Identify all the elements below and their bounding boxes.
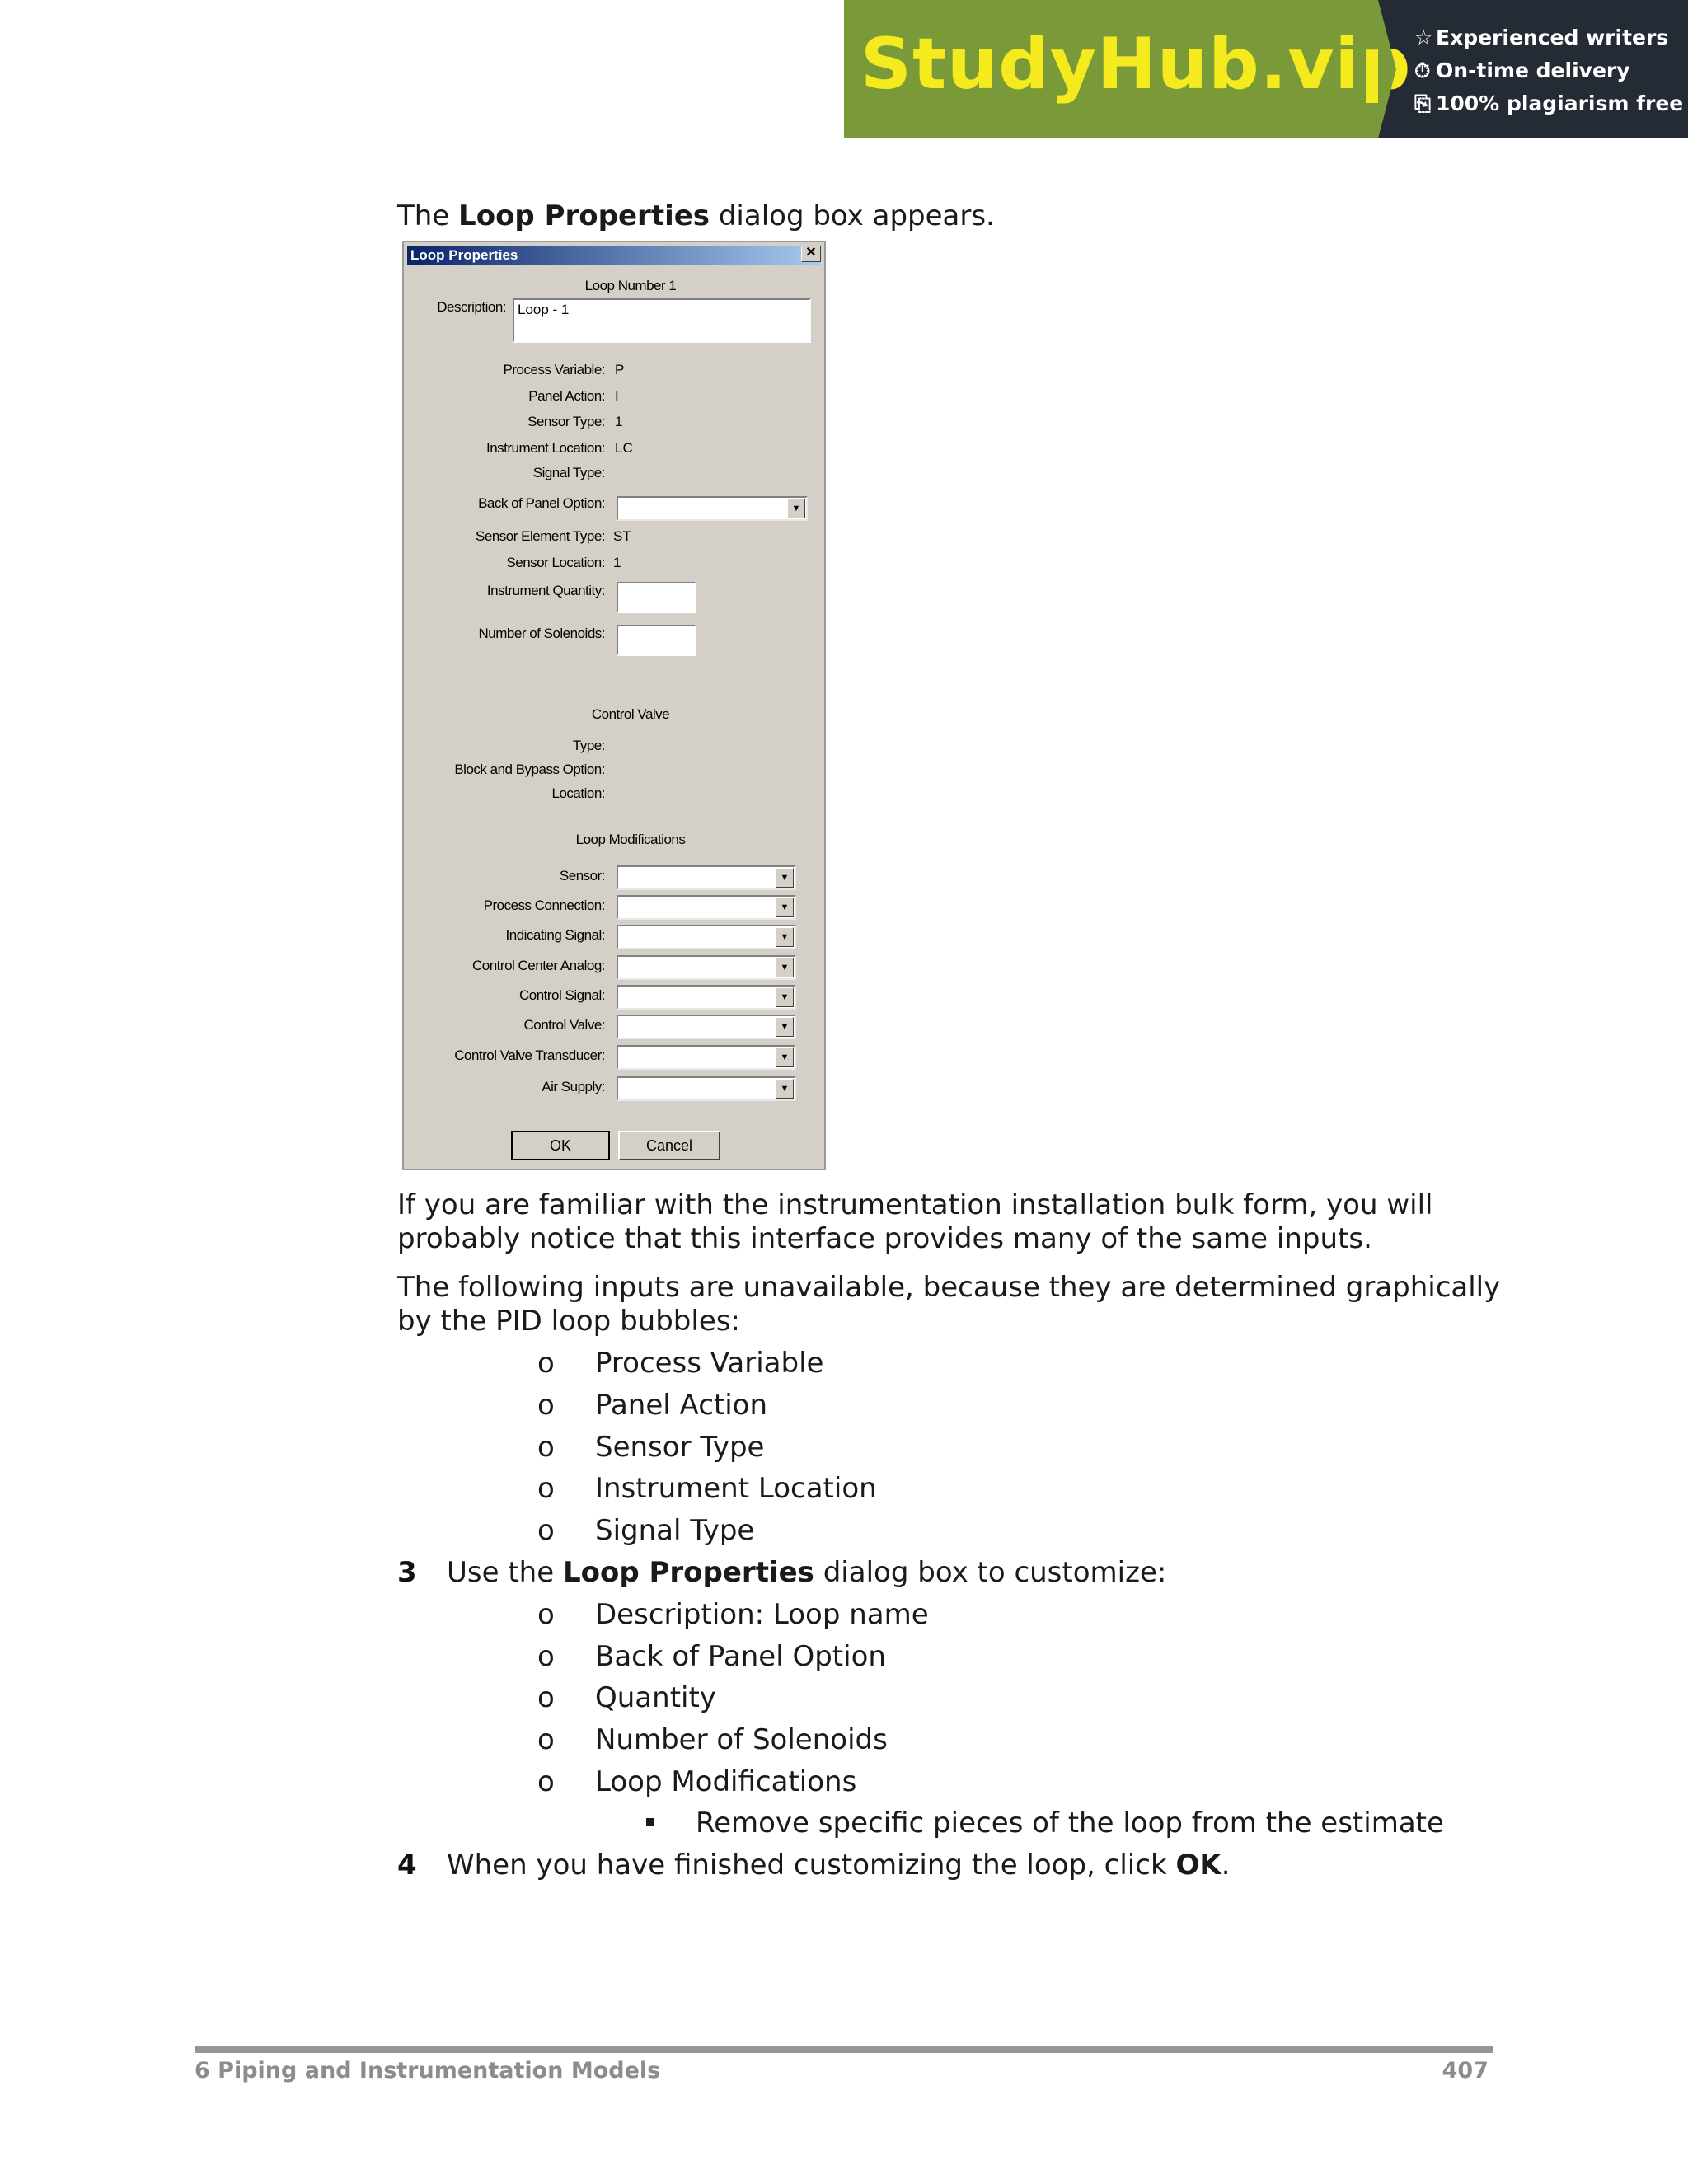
loop-mod-label: Control Valve Transducer: — [454, 1047, 605, 1063]
intro-bold: Loop Properties — [458, 199, 710, 232]
list-item-text: Signal Type — [595, 1514, 755, 1547]
info-label: Process Variable: — [503, 362, 605, 377]
loop-mod-select[interactable] — [617, 925, 796, 949]
list-item-text: Instrument Location — [595, 1472, 877, 1505]
info-label: Instrument Location: — [485, 440, 605, 456]
list-item-text: Number of Solenoids — [595, 1723, 888, 1756]
sensor-element-type-label: Sensor Element Type: — [476, 528, 605, 544]
step-number: 3 — [397, 1556, 417, 1589]
step-bold: Loop Properties — [562, 1556, 814, 1589]
bullet-icon: o — [537, 1514, 555, 1547]
list-item-text: Panel Action — [595, 1389, 768, 1422]
chevron-down-icon[interactable]: ▼ — [776, 987, 794, 1007]
list-item-text: Back of Panel Option — [595, 1640, 886, 1673]
loop-mod-select[interactable] — [617, 895, 796, 920]
loop-mod-label: Process Connection: — [483, 898, 605, 913]
loop-mod-select[interactable] — [617, 1045, 796, 1070]
bullet-icon: o — [537, 1389, 555, 1422]
loop-mod-select[interactable] — [617, 1015, 796, 1039]
loop-number: Loop Number 1 — [584, 278, 677, 293]
page-number: 407 — [1442, 2058, 1489, 2083]
bullet-icon: o — [537, 1472, 555, 1505]
info-label: Signal Type: — [532, 465, 605, 480]
instrument-quantity-label: Instrument Quantity: — [486, 583, 605, 598]
info-value: LC — [615, 440, 633, 456]
banner-feature — [1414, 54, 1688, 87]
info-value: I — [615, 388, 619, 404]
loop-mod-label: Control Valve: — [523, 1017, 605, 1033]
step-pre: When you have finished customizing the loop, click — [447, 1849, 1176, 1882]
info-value: P — [615, 362, 625, 377]
banner-feature-text: Experienced writers — [1436, 26, 1669, 49]
step-text — [447, 1849, 1231, 1882]
info-label: Panel Action: — [528, 388, 605, 404]
block-bypass-label: Block and Bypass Option: — [454, 762, 605, 777]
banner-feature-text: On-time delivery — [1436, 59, 1630, 82]
loop-mod-label: Indicating Signal: — [505, 927, 605, 943]
intro-post: dialog box appears. — [710, 199, 995, 232]
loop-mod-label: Control Signal: — [518, 987, 605, 1003]
paragraph: If you are familiar with the instrumentation installation bulk form, you will probably notice that this interface provides many of the same inputs. — [397, 1188, 1433, 1255]
chevron-down-icon[interactable]: ▼ — [776, 1017, 794, 1037]
step-post: dialog box to customize: — [814, 1556, 1167, 1589]
loop-mods-heading: Loop Modifications — [575, 832, 686, 847]
bullet-icon: o — [537, 1765, 555, 1798]
solenoids-label: Number of Solenoids: — [478, 626, 605, 641]
banner-feature — [1414, 87, 1688, 120]
cancel-button[interactable]: Cancel — [618, 1131, 720, 1160]
loop-mod-select[interactable] — [617, 985, 796, 1010]
loop-properties-dialog — [402, 241, 826, 1170]
paragraph: The following inputs are unavailable, because they are determined graphically by the PID loop bubbles: — [397, 1271, 1501, 1338]
step-pre: Use the — [447, 1556, 563, 1589]
control-valve-type-label: Type: — [572, 738, 605, 753]
chevron-down-icon[interactable]: ▼ — [776, 927, 794, 947]
banner-logo-panel — [844, 0, 1412, 138]
control-valve-heading: Control Valve — [591, 706, 670, 722]
description-label: Description: — [437, 299, 506, 315]
square-bullet-icon — [646, 1818, 654, 1826]
step-bold: OK — [1175, 1849, 1221, 1882]
loop-mod-label: Control Center Analog: — [472, 958, 605, 973]
loop-mod-select[interactable] — [617, 955, 796, 980]
loop-mod-select[interactable] — [617, 1076, 796, 1101]
clock-icon: ⏱ — [1414, 59, 1431, 82]
bullet-icon: o — [537, 1640, 555, 1673]
footer-rule — [195, 2046, 1493, 2053]
loop-mod-label: Air Supply: — [542, 1079, 605, 1094]
sensor-location-value: 1 — [613, 555, 621, 570]
chevron-down-icon[interactable]: ▼ — [776, 1079, 794, 1099]
back-of-panel-label: Back of Panel Option: — [478, 495, 605, 511]
loop-mod-label: Sensor: — [559, 868, 605, 883]
sub-list-item-text: Remove specific pieces of the loop from the estimate — [696, 1807, 1444, 1840]
dialog-title: Loop Properties — [407, 246, 821, 265]
info-label: Sensor Type: — [528, 414, 605, 429]
banner-feature-text: 100% plagiarism free — [1436, 91, 1684, 115]
step-number: 4 — [397, 1849, 417, 1882]
intro-pre: The — [397, 199, 459, 232]
studyhub-logo: StudyHub.vip — [860, 23, 1412, 105]
copy-icon: ⎘ — [1414, 91, 1432, 115]
list-item-text: Loop Modifications — [595, 1765, 857, 1798]
chevron-down-icon[interactable]: ▼ — [776, 958, 794, 977]
bullet-icon: o — [537, 1681, 555, 1714]
sensor-location-label: Sensor Location: — [506, 555, 605, 570]
list-item-text: Sensor Type — [595, 1431, 765, 1464]
step-post: . — [1221, 1849, 1231, 1882]
bullet-icon: o — [537, 1347, 555, 1380]
ad-banner[interactable] — [844, 0, 1688, 138]
banner-feature — [1414, 21, 1688, 54]
close-icon[interactable]: ✕ — [801, 246, 821, 262]
bullet-icon: o — [537, 1431, 555, 1464]
list-item-text: Process Variable — [595, 1347, 824, 1380]
loop-mod-select[interactable] — [617, 865, 796, 890]
ok-button[interactable]: OK — [511, 1131, 610, 1160]
chevron-down-icon[interactable]: ▼ — [787, 499, 805, 518]
info-value: 1 — [615, 414, 623, 429]
chevron-down-icon[interactable]: ▼ — [776, 1047, 794, 1067]
back-of-panel-select[interactable] — [617, 496, 808, 521]
instrument-quantity-field[interactable] — [617, 582, 696, 613]
banner-features — [1378, 0, 1688, 138]
star-icon: ☆ — [1414, 26, 1433, 49]
list-item-text: Quantity — [595, 1681, 716, 1714]
footer-chapter: 6 Piping and Instrumentation Models — [195, 2058, 661, 2083]
solenoids-field[interactable] — [617, 625, 696, 656]
description-field[interactable]: Loop - 1 — [513, 298, 811, 343]
control-valve-location-label: Location: — [551, 785, 605, 801]
chevron-down-icon[interactable]: ▼ — [776, 898, 794, 917]
bullet-icon: o — [537, 1723, 555, 1756]
intro-text — [397, 199, 995, 233]
sensor-element-type-value: ST — [613, 528, 631, 544]
bullet-icon: o — [537, 1598, 555, 1631]
list-item-text: Description: Loop name — [595, 1598, 929, 1631]
chevron-down-icon[interactable]: ▼ — [776, 868, 794, 888]
step-text — [447, 1556, 1166, 1590]
